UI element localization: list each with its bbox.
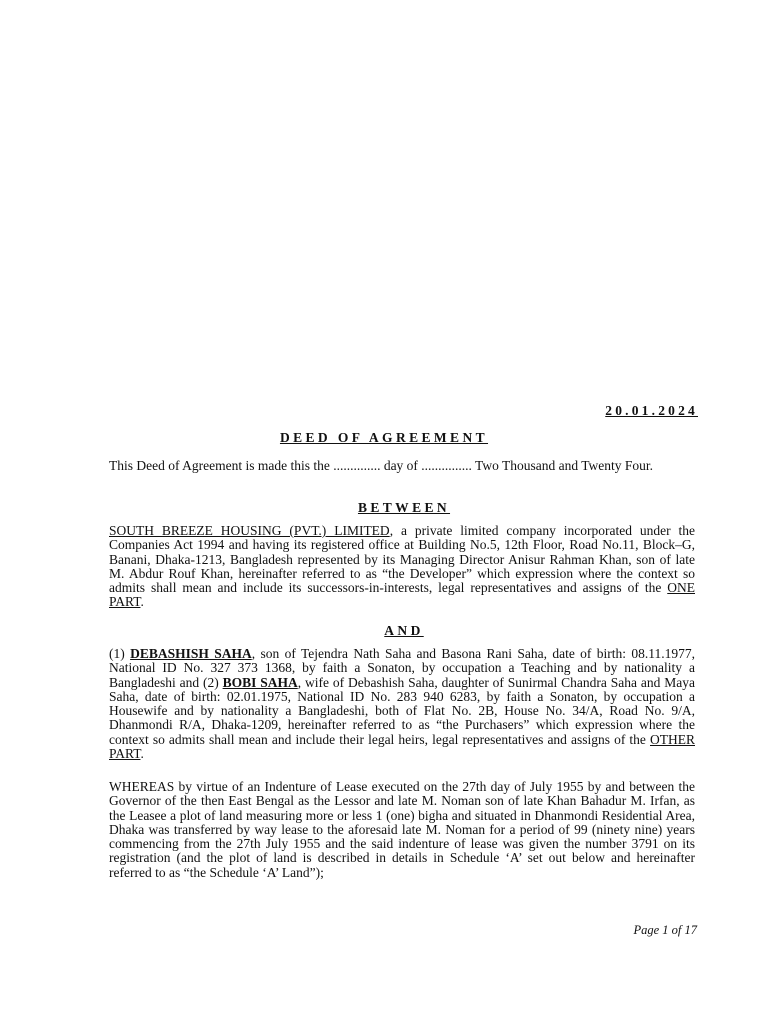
developer-paragraph (109, 524, 695, 610)
purchaser-1-name: DEBASHISH SAHA (130, 646, 252, 661)
purchaser-2-text: , wife of Debashish Saha, daughter of Sunirmal Chandra Saha and Maya Saha, date of birth: 02.01.1975, National ID No. 283 940 6283, by faith a Sonaton, by occupation a Housewife and by nationality a Bangladeshi, both of Flat No. 2B, House No. 34/A, Road No. 9/A, Dhanmondi R/A, Dhaka-1209, hereinafter referred to as “the Purchasers” which expression where the context so admits shall mean and include their legal heirs, legal representatives and assigns of the (109, 674, 695, 747)
purchasers-end: . (140, 746, 144, 762)
purchaser-1-prefix: (1) (109, 646, 131, 661)
purchaser-1-text: , son of Tejendra Nath Saha and Basona Rani Saha, date of birth: 08.11.1977, National ID No. 327 373 1368, by faith a Sonaton, by occupation a Teaching and by nationality a Bangladeshi and (2) (109, 646, 696, 690)
page-number: Page 1 of 17 (633, 923, 697, 937)
intro-paragraph: This Deed of Agreement is made this the .............. day of ............... Two Thousand and Twenty Four. (109, 458, 654, 473)
between-heading: BETWEEN (357, 500, 451, 515)
purchasers-paragraph (109, 647, 695, 761)
other-part-label: OTHER PART (109, 731, 695, 762)
whereas-paragraph: WHEREAS by virtue of an Indenture of Lease executed on the 27th day of July 1955 by and between the Governor of the then East Bengal as the Lessor and late M. Noman son of late Khan Bahadur M. Irfan, as the Leasee a plot of land measuring more or less 1 (one) bigha and situated in Dhanmondi Residential Area, Dhaka was transferred by way lease to the aforesaid late M. Noman for a period of 99 (ninety nine) years commencing from the 27th July 1955 and the said indenture of lease was given the number 3791 on its registration (and the plot of land is described in details in Schedule ‘A’ set out below and hereinafter referred to as “the Schedule ‘A’ Land”); (109, 779, 695, 880)
and-heading: AND (384, 623, 424, 638)
developer-text: , a private limited company incorporated under the Companies Act 1994 and having its registered office at Building No.5, 12th Floor, Road No.11, Block–G, Banani, Dhaka-1213, Bangladesh represented by its Managing Director Anisur Rahman Khan, son of late M. Abdur Rouf Khan, hereinafter referred to as “the Developer” which expression where the context so admits shall mean and include its successors-in-interests, legal representatives and assigns of the (109, 523, 695, 596)
one-part-label: ONE PART (109, 580, 695, 610)
developer-name: SOUTH BREEZE HOUSING (PVT.) LIMITED (109, 523, 390, 538)
document-title: DEED OF AGREEMENT (279, 430, 489, 445)
developer-end: . (140, 594, 144, 610)
purchaser-2-name: BOBI SAHA (222, 674, 298, 690)
deed-date: 20.01.2024 (605, 403, 698, 418)
